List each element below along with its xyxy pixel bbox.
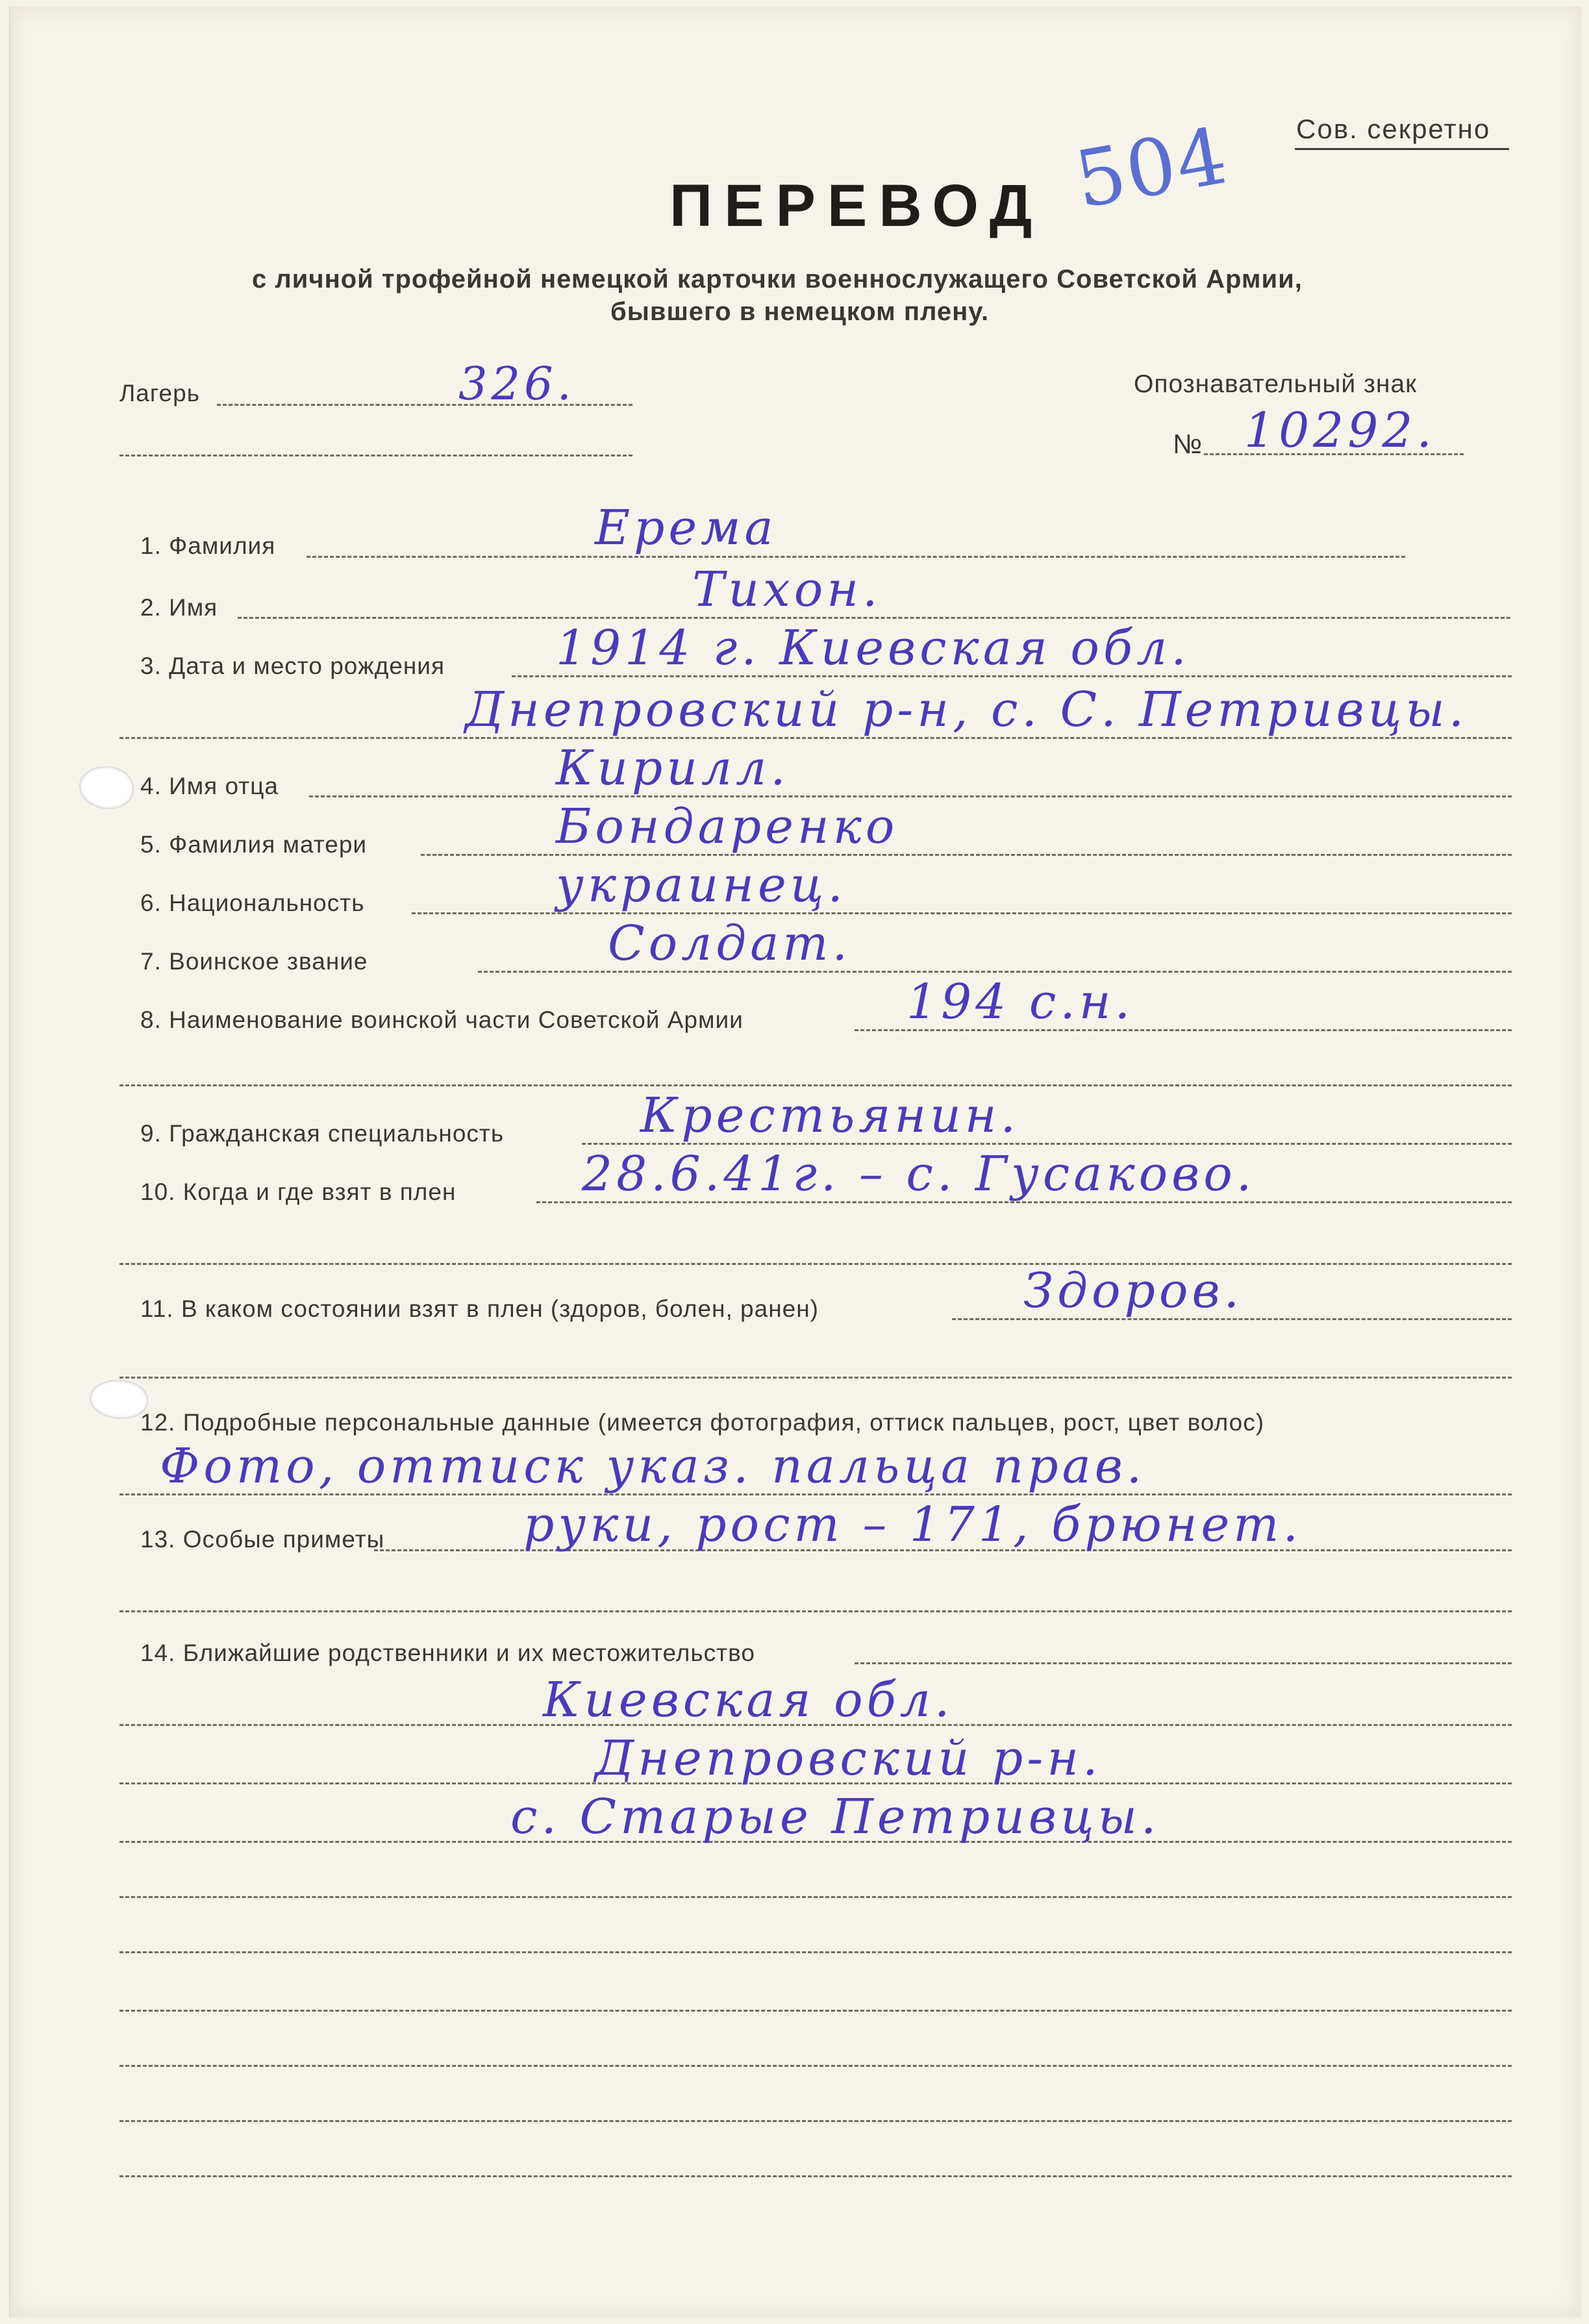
field14-line <box>855 1662 1512 1664</box>
ident-label: Опознавательный знак <box>1134 370 1418 398</box>
field11-line-2 <box>119 1377 1512 1379</box>
field9-value: Крестьянин. <box>640 1088 1020 1143</box>
secrecy-mark: Сов. секретно <box>1296 114 1491 144</box>
field11-label: 11. В каком состоянии взят в плен (здоров, болен, ранен) <box>140 1295 819 1322</box>
document-title: ПЕРЕВОД <box>669 173 1044 239</box>
field12-label: 12. Подробные персональные данные (имеется фотография, оттиск пальцев, рост, цвет волос) <box>140 1409 1265 1436</box>
field5-value: Бондаренко <box>556 799 899 855</box>
punch-hole-bottom <box>90 1380 148 1419</box>
ident-no-label: № <box>1173 429 1203 459</box>
field14-line-6 <box>119 1951 1512 1953</box>
field6-label: 6. Национальность <box>140 890 365 916</box>
punch-hole-top <box>79 766 134 809</box>
secrecy-underline <box>1295 148 1509 150</box>
field7-label: 7. Воинское звание <box>140 948 368 975</box>
field6-value: украинец. <box>556 857 847 913</box>
ident-value: 10292. <box>1244 403 1436 458</box>
field8-line-2 <box>119 1084 1512 1086</box>
field14-value-line1: Киевская обл. <box>543 1672 954 1728</box>
camp-line-2 <box>119 455 632 456</box>
field3-label: 3. Дата и место рождения <box>140 653 445 679</box>
field14-value-line2: Днепровский р-н. <box>595 1731 1102 1786</box>
field4-line <box>309 795 1512 797</box>
field9-label: 9. Гражданская специальность <box>140 1120 505 1147</box>
field4-label: 4. Имя отца <box>140 773 279 799</box>
field7-value: Солдат. <box>608 916 851 971</box>
field12-value: Фото, оттиск указ. пальца прав. <box>160 1438 1146 1494</box>
field1-value: Ерема <box>595 500 777 556</box>
field2-value: Тихон. <box>692 562 882 618</box>
field1-label: 1. Фамилия <box>140 532 276 559</box>
field11-value: Здоров. <box>1023 1263 1244 1319</box>
field10-line-2 <box>119 1263 1512 1265</box>
handwritten-stamp-number: 504 <box>1068 110 1235 227</box>
document-subtitle-line2: бывшего в немецком плену. <box>610 297 990 326</box>
field5-label: 5. Фамилия матери <box>140 831 368 858</box>
field14-line-5 <box>119 1896 1512 1898</box>
field13-label: 13. Особые приметы <box>140 1526 385 1553</box>
field14-line-7 <box>119 2010 1512 2012</box>
document-subtitle-line1: с личной трофейной немецкой карточки военнослужащего Советской Армии, <box>252 265 1303 294</box>
field3-value-line2: Днепровский р-н, с. С. Петривцы. <box>465 682 1468 738</box>
field8-value: 194 с.н. <box>907 974 1134 1030</box>
field3-value: 1914 г. Киевская обл. <box>556 620 1190 676</box>
field14-line-10 <box>119 2175 1512 2177</box>
archive-document-page <box>9 6 1581 2318</box>
field10-value: 28.6.41г. – с. Гусаково. <box>582 1146 1256 1202</box>
field10-label: 10. Когда и где взят в плен <box>140 1179 457 1205</box>
field14-line-9 <box>119 2120 1512 2122</box>
field14-line-8 <box>119 2065 1512 2067</box>
field2-label: 2. Имя <box>140 594 218 621</box>
camp-label: Лагерь <box>119 380 200 406</box>
field4-value: Кирилл. <box>556 740 790 796</box>
field8-label: 8. Наименование воинской части Советской Армии <box>140 1006 744 1033</box>
field14-label: 14. Ближайшие родственники и их местожительство <box>140 1640 755 1666</box>
field13-line-2 <box>119 1610 1512 1612</box>
field1-line <box>307 556 1405 558</box>
field13-value: руки, рост – 171, брюнет. <box>523 1497 1302 1553</box>
field14-value-line3: с. Старые Петривцы. <box>510 1789 1160 1845</box>
camp-value: 326. <box>458 357 575 410</box>
